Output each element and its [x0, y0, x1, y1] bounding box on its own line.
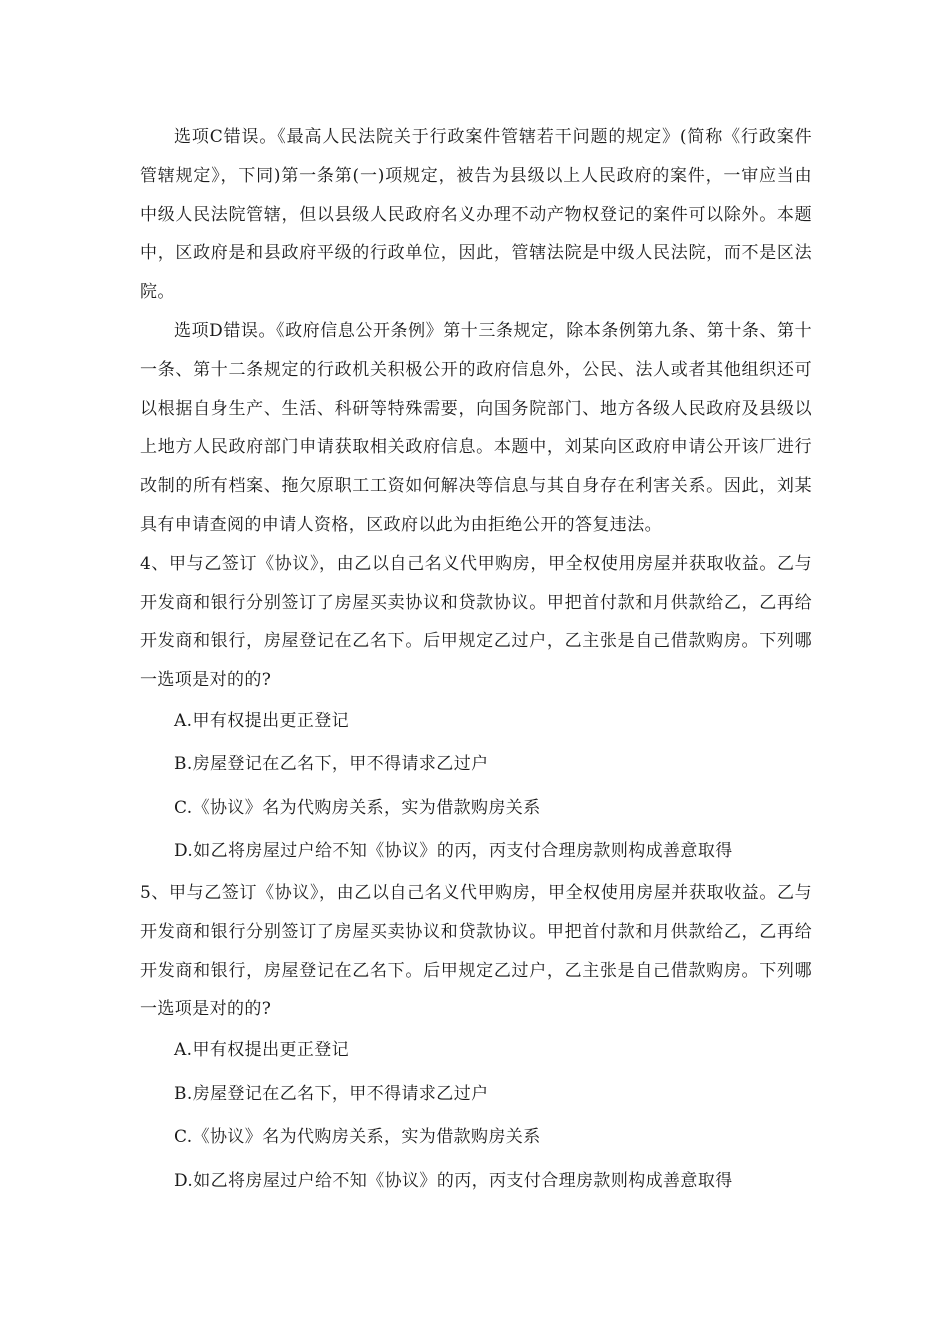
option-a: A.甲有权提出更正登记 [174, 1040, 350, 1061]
option-c: C.《协议》名为代购房关系，实为借款购房关系 [174, 1127, 541, 1148]
option-a: A.甲有权提出更正登记 [174, 710, 350, 731]
explanation-option-c: 选项C错误。《最高人民法院关于行政案件管辖若干问题的规定》(简称《行政案件管辖规定》，下同)第一条第(一)项规定，被告为县级以上人民政府的案件，一审应当由中级人民法院管辖，但以县级人民政府名义办理不动产物权登记的案件可以除外。本题中，区政府是和县政府平级的行政单位，因此，管辖法院是中级人民法院，而不是区法院。 [140, 127, 812, 303]
question-stem: 4、甲与乙签订《协议》，由乙以自己名义代甲购房，甲全权使用房屋并获取收益。乙与开发商和银行分别签订了房屋买卖协议和贷款协议。甲把首付款和月供款给乙，乙再给开发商和银行，房屋登记在乙名下。后甲规定乙过户，乙主张是自己借款购房。下列哪一选项是对的的? [140, 553, 812, 691]
option-b: B.房屋登记在乙名下，甲不得请求乙过户 [174, 1083, 489, 1104]
document-body [140, 118, 812, 1203]
option-b: B.房屋登记在乙名下，甲不得请求乙过户 [174, 754, 489, 775]
option-d: D.如乙将房屋过户给不知《协议》的丙，丙支付合理房款则构成善意取得 [174, 1170, 733, 1191]
option-d: D.如乙将房屋过户给不知《协议》的丙，丙支付合理房款则构成善意取得 [174, 841, 733, 862]
option-c: C.《协议》名为代购房关系，实为借款购房关系 [174, 797, 541, 818]
question-stem: 5、甲与乙签订《协议》，由乙以自己名义代甲购房，甲全权使用房屋并获取收益。乙与开发商和银行分别签订了房屋买卖协议和贷款协议。甲把首付款和月供款给乙，乙再给开发商和银行，房屋登记在乙名下。后甲规定乙过户，乙主张是自己借款购房。下列哪一选项是对的的? [140, 882, 812, 1020]
question-4 [140, 545, 812, 874]
explanation-option-d: 选项D错误。《政府信息公开条例》第十三条规定，除本条例第九条、第十条、第十一条、第十二条规定的行政机关积极公开的政府信息外，公民、法人或者其他组织还可以根据自身生产、生活、科研等特殊需要，向国务院部门、地方各级人民政府及县级以上地方人民政府部门申请获取相关政府信息。本题中，刘某向区政府申请公开该厂进行改制的所有档案、拖欠原职工工资如何解决等信息与其自身存在利害关系。因此，刘某具有申请查阅的申请人资格，区政府以此为由拒绝公开的答复违法。 [140, 320, 812, 535]
question-5 [140, 874, 812, 1203]
